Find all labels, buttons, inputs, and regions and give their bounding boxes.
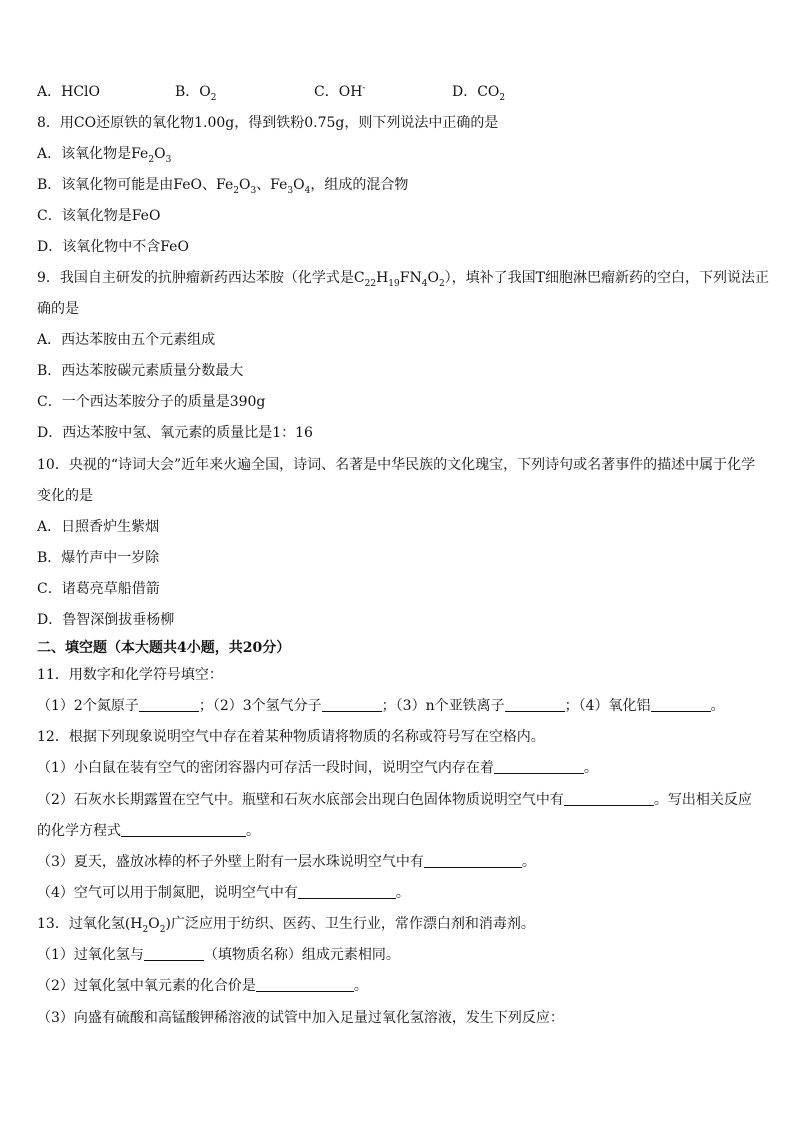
- q12-part4: （4）空气可以用于制氮肥，说明空气中有 。: [37, 885, 410, 901]
- answer-blank[interactable]: [505, 697, 565, 712]
- q9-option-d: D．西达苯胺中氢、氧元素的质量比是1：16: [37, 425, 313, 441]
- q10-stem-line2: 变化的是: [37, 488, 93, 504]
- q9-stem-line2: 确的是: [37, 301, 79, 317]
- q7-option-a: A．HClO: [37, 84, 100, 100]
- q12-part1: （1）小白鼠在装有空气的密闭容器内可存活一段时间，说明空气内存在着 。: [37, 760, 598, 776]
- answer-blank[interactable]: [322, 697, 382, 712]
- q10-stem: 10．央视的“诗词大会”近年来火遍全国，诗词、名著是中华民族的文化瑰宝，下列诗句或名著事件的描述中属于化学: [37, 457, 756, 473]
- answer-blank[interactable]: [144, 946, 204, 961]
- answer-blank[interactable]: [424, 853, 522, 868]
- q13-part3: （3）向盛有硫酸和高锰酸钾稀溶液的试管中加入足量过氧化氢溶液，发生下列反应：: [37, 1010, 564, 1026]
- q10-option-c: C．诸葛亮草船借箭: [37, 581, 160, 597]
- q10-option-a: A．日照香炉生紫烟: [37, 519, 160, 535]
- q13-part1: （1）过氧化氢与 （填物质名称）组成元素相同。: [37, 947, 400, 963]
- q9-option-a: A．西达苯胺由五个元素组成: [37, 332, 216, 348]
- q13-stem: 13．过氧化氢$(H_2O_2)$广泛应用于纺织、医药、卫生行业，常作漂白剂和消毒剂。: [37, 916, 535, 935]
- q12-part3: （3）夏天，盛放冰棒的杯子外壁上附有一层水珠说明空气中有 。: [37, 854, 536, 870]
- answer-blank[interactable]: [121, 822, 246, 837]
- q9-option-c: C．一个西达苯胺分子的质量是390g: [37, 394, 266, 410]
- q12-part2-equation: 的化学方程式 。: [37, 823, 260, 839]
- q7-option-b: B．$O_2$: [175, 84, 217, 103]
- q7-option-c: C．OH-: [314, 83, 366, 100]
- answer-blank[interactable]: [256, 977, 354, 992]
- q7-option-d: D．$CO_2$: [452, 84, 506, 103]
- q10-option-d: D．鲁智深倒拔垂杨柳: [37, 612, 175, 628]
- q9-option-b: B．西达苯胺碳元素质量分数最大: [37, 363, 244, 379]
- q12-stem: 12．根据下列现象说明空气中存在着某种物质请将物质的名称或符号写在空格内。: [37, 729, 545, 745]
- q8-option-d: D．该氧化物中不含FeO: [37, 239, 189, 255]
- q9-stem: 9．我国自主研发的抗肿瘤新药西达苯胺（化学式是$C_{22}H_{19}FN_4O_2$），填补了我国T细胞淋巴瘤新药的空白，下列说法正: [37, 270, 770, 289]
- q8-stem: 8．用CO还原铁的氧化物1.00g，得到铁粉0.75g，则下列说法中正确的是: [37, 115, 499, 131]
- answer-blank[interactable]: [298, 884, 396, 899]
- q12-part2: （2）石灰水长期露置在空气中。瓶壁和石灰水底部会出现白色固体物质说明空气中有 。写出相关反应: [37, 792, 752, 808]
- q10-option-b: B．爆竹声中一岁除: [37, 550, 160, 566]
- q11-fill-row: （1）2个氮原子 ；（2）3个氢气分子 ；（3）n个亚铁离子 ；（4）氧化铝 。: [37, 698, 725, 714]
- answer-blank[interactable]: [494, 759, 584, 774]
- answer-blank[interactable]: [651, 697, 711, 712]
- q8-option-a: A．该氧化物是$Fe_2O_3$: [37, 146, 172, 165]
- q11-stem: 11．用数字和化学符号填空：: [37, 667, 223, 683]
- section-heading: 二、填空题（本大题共4小题，共20分）: [37, 640, 291, 656]
- q13-part2: （2）过氧化氢中氧元素的化合价是 。: [37, 978, 368, 994]
- q8-option-c: C．该氧化物是FeO: [37, 208, 161, 224]
- q8-option-b: B．该氧化物可能是由FeO、$Fe_2O_3$、$Fe_3O_4$，组成的混合物: [37, 177, 409, 196]
- answer-blank[interactable]: [564, 791, 654, 806]
- answer-blank[interactable]: [139, 697, 199, 712]
